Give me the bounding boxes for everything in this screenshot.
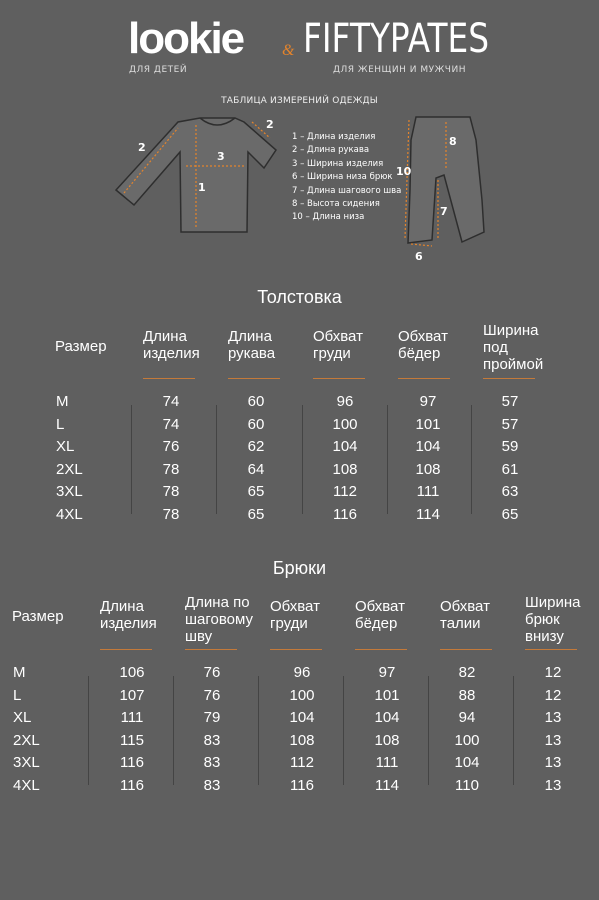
table-cell: 61 xyxy=(501,460,519,478)
legend-item: 1 – Длина изделия xyxy=(292,132,376,142)
header-underline xyxy=(440,649,492,650)
column-header: Длина изделия xyxy=(100,598,157,632)
table-cell: 65 xyxy=(247,483,265,500)
column-header: Длина по шаговому шву xyxy=(185,594,253,645)
table-cell: 115 xyxy=(120,731,144,749)
table-cell: 63 xyxy=(501,483,519,500)
column-header: Ширина под проймой xyxy=(483,322,544,373)
table-cell: 104 xyxy=(374,709,400,726)
column-divider xyxy=(387,405,388,514)
pants-mark-8: 8 xyxy=(449,135,457,148)
column-divider xyxy=(258,676,259,785)
legend-item: 8 – Высота сидения xyxy=(292,199,380,210)
column-header: Длина рукава xyxy=(228,328,276,362)
legend-item: 6 – Ширина низа брюк xyxy=(292,172,393,183)
table-cell: 100 xyxy=(454,731,480,749)
table-cell: 101 xyxy=(415,415,441,433)
table-cell: 78 xyxy=(162,460,180,478)
table-cell: 83 xyxy=(203,754,221,771)
legend-item: 10 – Длина низа xyxy=(292,212,365,223)
header-underline xyxy=(525,649,577,650)
table-cell: 83 xyxy=(203,776,221,794)
table-cell: 116 xyxy=(290,776,314,794)
legend-item: 3 – Ширина изделия xyxy=(292,158,384,169)
column-header: Обхват бёдер xyxy=(355,598,405,632)
table-cell: 97 xyxy=(378,664,396,681)
table-cell: 112 xyxy=(333,483,357,500)
diagram-title: ТАБЛИЦА ИЗМЕРЕНИЙ ОДЕЖДЫ xyxy=(221,96,378,106)
table-cell: 57 xyxy=(501,393,519,410)
table-cell: 106 xyxy=(119,664,145,681)
table-cell: 79 xyxy=(203,709,221,726)
column-header: Обхват груди xyxy=(270,598,320,632)
table-cell: 100 xyxy=(332,415,358,433)
table-cell: 111 xyxy=(120,709,144,726)
table-cell: 114 xyxy=(416,505,440,523)
table-cell: 96 xyxy=(336,393,354,410)
header-underline xyxy=(270,649,322,650)
column-divider xyxy=(173,676,174,785)
pants-mark-7: 7 xyxy=(440,205,448,218)
header-underline xyxy=(228,378,280,379)
shirt-mark-1: 1 xyxy=(198,181,206,194)
table-cell: 78 xyxy=(162,483,180,500)
table-cell: 76 xyxy=(162,438,180,455)
column-header: Обхват бёдер xyxy=(398,328,448,362)
header-underline xyxy=(398,378,450,379)
column-header: Длина изделия xyxy=(143,328,200,362)
table-cell: 88 xyxy=(458,686,476,704)
sweatshirt-title: Толстовка xyxy=(257,287,342,307)
shirt-mark-2-sleeve: 2 xyxy=(138,141,146,154)
column-header: Обхват груди xyxy=(313,328,363,362)
table-cell: 64 xyxy=(247,460,265,478)
table-cell: 76 xyxy=(203,686,221,704)
column-divider xyxy=(88,676,89,785)
column-divider xyxy=(471,405,472,514)
table-cell: 111 xyxy=(375,754,399,771)
size-label: 4XL xyxy=(13,776,40,794)
column-divider xyxy=(428,676,429,785)
header-underline xyxy=(143,378,195,379)
column-divider xyxy=(302,405,303,514)
table-cell: 82 xyxy=(458,664,476,681)
table-cell: 107 xyxy=(119,686,145,704)
header-underline xyxy=(185,649,237,650)
table-cell: 65 xyxy=(247,505,265,523)
table-cell: 100 xyxy=(289,686,315,704)
pants-mark-10: 10 xyxy=(396,165,412,178)
table-cell: 104 xyxy=(332,438,358,455)
pants-mark-6: 6 xyxy=(415,250,423,263)
column-divider xyxy=(343,676,344,785)
legend-item: 7 – Длина шагового шва xyxy=(292,185,402,196)
table-cell: 97 xyxy=(419,393,437,410)
table-cell: 12 xyxy=(544,664,562,681)
table-cell: 57 xyxy=(501,415,519,433)
header-underline xyxy=(100,649,152,650)
header-underline xyxy=(355,649,407,650)
size-label: 3XL xyxy=(13,754,40,771)
header-underline xyxy=(313,378,365,379)
table-cell: 78 xyxy=(162,505,180,523)
column-header: Обхват талии xyxy=(440,598,490,632)
header-underline xyxy=(483,378,535,379)
table-cell: 59 xyxy=(501,438,519,455)
fiftypates-subtitle: ДЛЯ ЖЕНЩИН И МУЖЧИН xyxy=(333,65,466,75)
fiftypates-logo: FIFTYPATES xyxy=(303,16,490,62)
column-divider xyxy=(131,405,132,514)
table-cell: 108 xyxy=(289,731,315,749)
table-cell: 13 xyxy=(544,754,562,771)
size-label: M xyxy=(56,393,69,410)
table-cell: 74 xyxy=(162,415,180,433)
size-label: XL xyxy=(56,438,75,455)
size-label: M xyxy=(13,664,26,681)
table-cell: 104 xyxy=(289,709,315,726)
lookie-logo: lookie xyxy=(128,14,244,63)
size-label: 2XL xyxy=(56,460,83,478)
table-cell: 101 xyxy=(374,686,400,704)
legend-item: 2 – Длина рукава xyxy=(292,145,370,156)
table-cell: 111 xyxy=(416,483,440,500)
ampersand: & xyxy=(282,42,295,59)
table-cell: 110 xyxy=(455,776,479,794)
table-cell: 104 xyxy=(415,438,441,455)
table-cell: 60 xyxy=(247,415,265,433)
table-cell: 96 xyxy=(293,664,311,681)
table-cell: 74 xyxy=(162,393,180,410)
column-divider xyxy=(216,405,217,514)
table-cell: 116 xyxy=(333,505,357,523)
table-cell: 60 xyxy=(247,393,265,410)
table-cell: 116 xyxy=(120,776,144,794)
table-cell: 62 xyxy=(247,438,265,455)
size-label: 2XL xyxy=(13,731,40,749)
size-label: L xyxy=(56,415,65,433)
diagram-legend xyxy=(292,131,401,225)
table-cell: 108 xyxy=(332,460,358,478)
table-cell: 112 xyxy=(290,754,314,771)
size-label: 3XL xyxy=(56,483,83,500)
table-cell: 13 xyxy=(544,776,562,794)
size-label: 4XL xyxy=(56,505,83,523)
size-label: L xyxy=(13,686,22,704)
table-cell: 76 xyxy=(203,664,221,681)
table-cell: 108 xyxy=(374,731,400,749)
table-cell: 116 xyxy=(120,754,144,771)
table-cell: 13 xyxy=(544,731,562,749)
pants-title: Брюки xyxy=(272,558,327,578)
table-cell: 83 xyxy=(203,731,221,749)
table-cell: 108 xyxy=(415,460,441,478)
shirt-mark-2-shoulder: 2 xyxy=(266,118,274,131)
table-cell: 13 xyxy=(544,709,562,726)
column-header: Ширина брюк внизу xyxy=(525,594,581,645)
table-cell: 94 xyxy=(458,709,476,726)
column-header: Размер xyxy=(12,608,64,625)
table-cell: 104 xyxy=(454,754,480,771)
lookie-subtitle: ДЛЯ ДЕТЕЙ xyxy=(129,65,188,75)
column-divider xyxy=(513,676,514,785)
table-cell: 65 xyxy=(501,505,519,523)
table-cell: 114 xyxy=(375,776,399,794)
size-label: XL xyxy=(13,709,32,726)
table-cell: 12 xyxy=(544,686,562,704)
shirt-mark-3: 3 xyxy=(217,150,225,163)
column-header: Размер xyxy=(55,338,107,355)
